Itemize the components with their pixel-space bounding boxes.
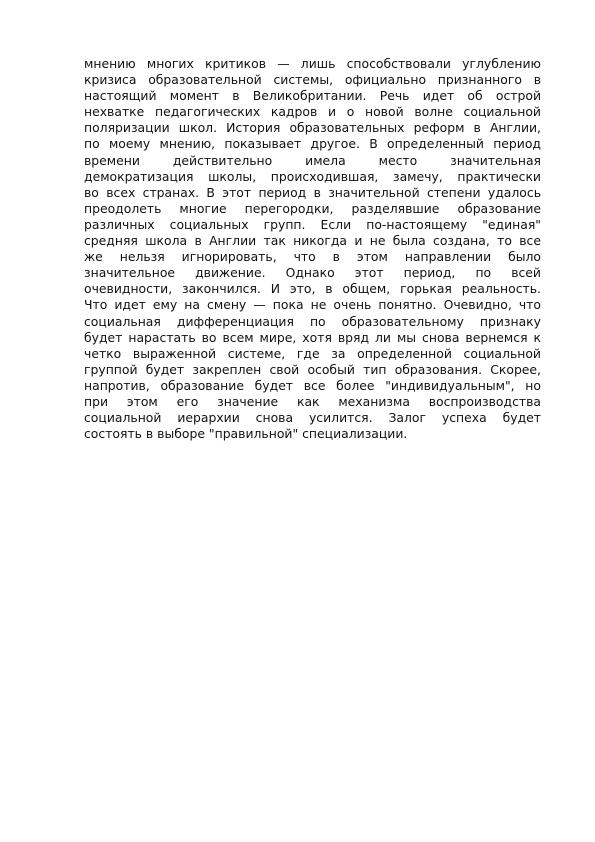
text-line: мнению многих критиков — лишь способствовали углублению bbox=[84, 56, 541, 71]
text-line: четко выраженной системе, где за определенной социальной bbox=[84, 345, 541, 361]
text-line: времени действительно имела место значительная bbox=[84, 152, 541, 168]
text-line: при этом его значение как механизма воспроизводства bbox=[84, 393, 541, 409]
text-line: во всех странах. В этот период в значительной степени удалось bbox=[84, 184, 541, 200]
text-line: демократизация школы, происходившая, замечу, практически bbox=[84, 168, 541, 184]
text-line: настоящий момент в Великобритании. Речь идет об острой bbox=[84, 88, 541, 104]
text-line: группой будет закреплен свой особый тип образования. Скорее, bbox=[84, 361, 541, 377]
text-line: поляризации школ. История образовательных реформ в Англии, bbox=[84, 120, 541, 136]
text-line: социальная дифференциация по образовательному признаку bbox=[84, 313, 541, 329]
text-line: будет нарастать во всем мире, хотя вряд ли мы снова вернемся к bbox=[84, 329, 541, 345]
text-line: состоять в выборе "правильной" специализации. bbox=[84, 426, 408, 442]
text-line: средняя школа в Англии так никогда и не была создана, то все bbox=[84, 233, 541, 249]
text-line: напротив, образование будет все более "индивидуальным", но bbox=[84, 377, 541, 393]
text-line: различных социальных групп. Если по-настоящему "единая" bbox=[84, 216, 541, 232]
text-line: очевидности, закончился. И это, в общем, горькая реальность. bbox=[84, 281, 541, 297]
text-line: нехватке педагогических кадров и о новой волне социальной bbox=[84, 104, 541, 120]
body-paragraph bbox=[84, 56, 541, 442]
text-line: же нельзя игнорировать, что в этом направлении было bbox=[84, 249, 541, 265]
text-line: кризиса образовательной системы, официально признанного в bbox=[84, 72, 541, 88]
text-line: Что идет ему на смену — пока не очень понятно. Очевидно, что bbox=[84, 297, 541, 313]
text-line: значительное движение. Однако этот период, по всей bbox=[84, 265, 541, 281]
text-line: социальной иерархии снова усилится. Залог успеха будет bbox=[84, 410, 541, 426]
text-line: преодолеть многие перегородки, разделявшие образование bbox=[84, 200, 541, 216]
text-line: по моему мнению, показывает другое. В определенный период bbox=[84, 136, 541, 152]
